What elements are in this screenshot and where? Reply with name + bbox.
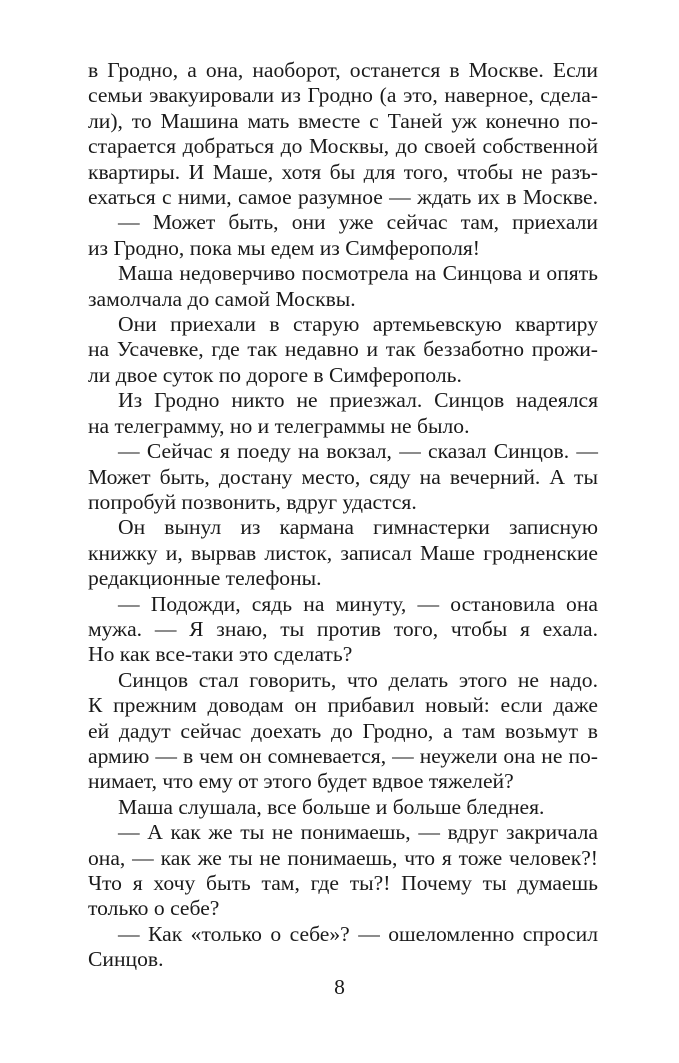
text-line: замолчала до самой Москвы. [88,286,356,311]
text-line: квартиры. И Маше, хотя бы для того, чтобы не разъ- [88,159,598,184]
paragraph [88,439,598,515]
text-line: Маша недоверчиво посмотрела на Синцова и опять [118,261,598,286]
text-line: семьи эвакуировали из Гродно (а это, наверное, сдела- [88,83,598,108]
text-line: К прежним доводам он прибавил новый: если даже [88,693,598,718]
paragraph [88,58,598,210]
text-line: на Усачевке, где так недавно и так беззаботно прожи- [88,337,598,362]
text-line: армию — в чем он сомневается, — неужели она не по- [88,743,598,768]
text-line: в Гродно, а она, наоборот, останется в Москве. Если [88,58,598,82]
text-line: она, — как же ты не понимаешь, что я тоже человек?! [88,845,598,870]
text-line: — А как же ты не понимаешь, — вдруг закричала [118,820,598,845]
text-line: из Гродно, пока мы едем из Симферополя! [88,235,480,260]
text-line: на телеграмму, но и телеграммы не было. [88,413,470,438]
paragraph [88,922,598,973]
text-line: — Подожди, сядь на минуту, — остановила она [118,591,598,616]
text-line: ей дадут сейчас доехать до Гродно, а там возьмут в [88,718,598,743]
text-line: ли двое суток по дороге в Симферополь. [88,362,462,387]
paragraph [88,795,598,820]
paragraph [88,668,598,795]
text-line: Синцов стал говорить, что делать этого не надо. [118,667,598,692]
text-line: попробуй позвонить, вдруг удастся. [88,489,417,514]
text-line: нимает, что ему от этого будет вдвое тяжелей? [88,769,514,794]
text-line: книжку и, вырвав листок, записал Маше гродненские [88,540,598,565]
text-line: — Как «только о себе»? — ошеломленно спросил [118,921,598,946]
page-number: 8 [334,975,345,999]
paragraph [88,388,598,439]
text-line: ехаться с ними, самое разумное — ждать их в Москве. [88,185,598,210]
text-line: Синцов. [88,947,164,972]
text-line: редакционные телефоны. [88,566,322,591]
text-line: старается добраться до Москвы, до своей собственной [88,134,598,159]
text-line: Они приехали в старую артемьевскую квартиру [118,312,598,337]
paragraph [88,820,598,922]
page-body [88,58,598,973]
text-line: Из Гродно никто не приезжал. Синцов надеялся [118,388,598,413]
text-line: Но как все-таки это сделать? [88,642,353,667]
paragraph [88,210,598,261]
paragraph [88,312,598,388]
text-line: Маша слушала, все больше и больше бледнея. [118,794,545,819]
text-line: Может быть, достану место, сяду на вечерний. А ты [88,464,598,489]
text-line: ли), то Машина мать вместе с Таней уж конечно по- [88,108,598,133]
text-line: мужа. — Я знаю, ты против того, чтобы я ехала. [88,616,598,641]
paragraph [88,592,598,668]
text-line: — Сейчас я поеду на вокзал, — сказал Синцов. — [118,439,598,464]
text-line: Что я хочу быть там, где ты?! Почему ты думаешь [88,871,598,895]
paragraph [88,515,598,591]
text-line: только о себе? [88,896,220,921]
paragraph [88,261,598,312]
text-line: — Может быть, они уже сейчас там, приехали [118,210,598,235]
text-line: Он вынул из кармана гимнастерки записную [118,515,598,540]
